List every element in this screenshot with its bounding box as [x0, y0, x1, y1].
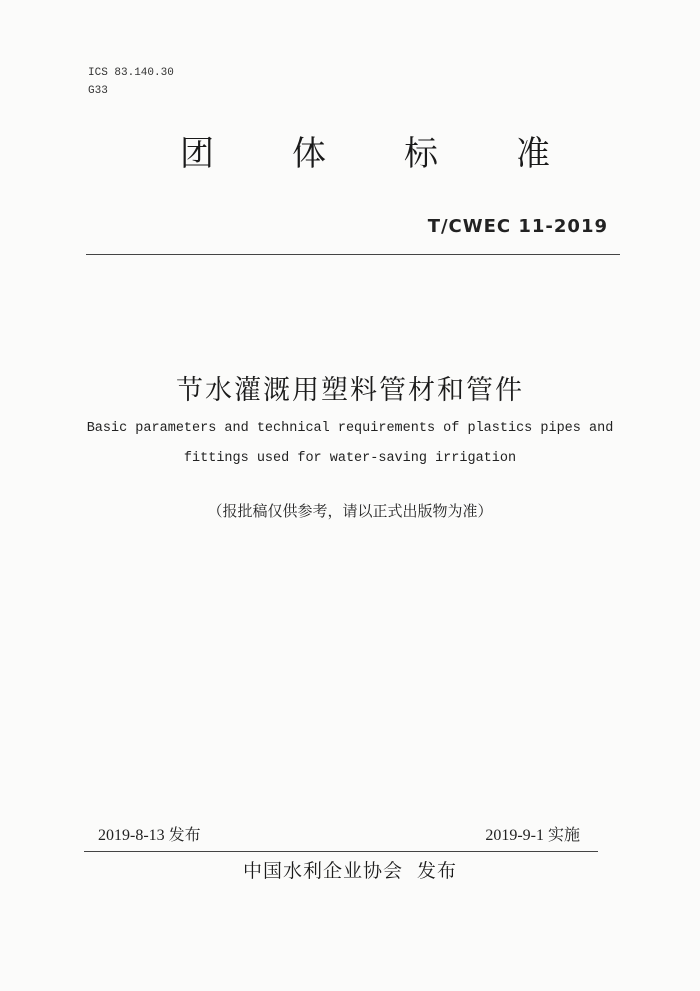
english-title [40, 414, 660, 474]
publisher-action: 发布 [417, 860, 458, 882]
category-title-char: 体 [292, 134, 326, 174]
ics-code: ICS 83.140.30 [88, 67, 174, 79]
issue-date: 2019-8-13 发布 [98, 827, 201, 844]
implementation-date: 2019-9-1 实施 [485, 827, 580, 844]
bottom-divider [84, 851, 598, 852]
category-title-char: 团 [180, 134, 214, 174]
draft-note: （报批稿仅供参考，请以正式出版物为准） [207, 502, 493, 520]
category-title-char: 标 [404, 134, 438, 174]
chinese-title: 节水灌溉用塑料管材和管件 [176, 375, 524, 406]
top-divider [86, 254, 620, 255]
publisher-name: 中国水利企业协会 [242, 860, 403, 882]
category-title-char: 准 [516, 134, 550, 174]
category-title [180, 126, 550, 175]
classification-codes [88, 64, 174, 100]
ccs-code: G33 [88, 85, 108, 97]
publisher [0, 856, 700, 883]
english-title-line-2: fittings used for water-saving irrigation [183, 451, 517, 466]
standard-number: T/CWEC 11-2019 [427, 216, 608, 237]
english-title-line-1: Basic parameters and technical requirements of plastics pipes and [86, 421, 614, 436]
